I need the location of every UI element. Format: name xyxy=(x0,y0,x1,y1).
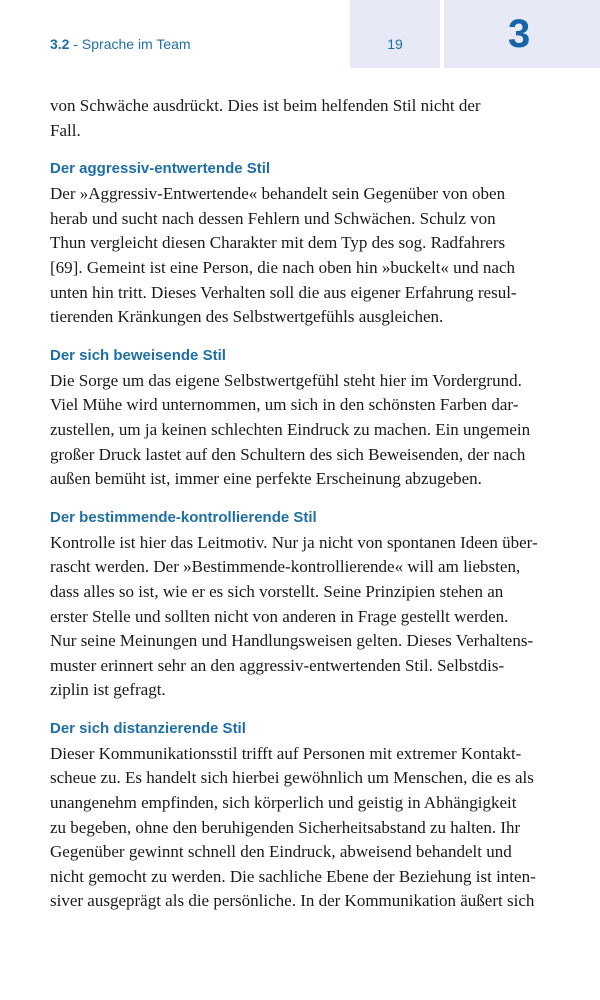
text-line: Dieser Kommunikationsstil trifft auf Personen mit extremer Kontakt- xyxy=(50,743,522,763)
text-line: außen bemüht ist, immer eine perfekte Erscheinung abzugeben. xyxy=(50,469,482,489)
text-line: Die Sorge um das eigene Selbstwertgefühl steht hier im Vordergrund. xyxy=(50,370,522,390)
text-line: rascht werden. Der »Bestimmende-kontrollierende« will am liebsten, xyxy=(50,557,521,577)
section-heading: Der sich beweisende Stil xyxy=(50,346,226,364)
section-heading: Der aggressiv-entwertende Stil xyxy=(50,160,271,178)
section-paragraph xyxy=(50,742,555,914)
text-line: herab und sucht nach dessen Fehlern und Schwächen. Schulz von xyxy=(50,208,496,228)
text-line: Thun vergleicht diesen Charakter mit dem Typ des sog. Radfahrers xyxy=(50,233,506,253)
text-line: muster erinnert sehr an den aggressiv-entwertenden Stil. Selbstdis- xyxy=(50,655,505,675)
text-line: ziplin ist gefragt. xyxy=(50,680,166,700)
text-line: unangenehm empfinden, sich körperlich und geistig in Abhängigkeit xyxy=(50,793,517,813)
text-line: Viel Mühe wird unternommen, um sich in den schönsten Farben dar- xyxy=(50,395,519,415)
text-line: [69]. Gemeint ist eine Person, die nach oben hin »buckelt« und nach xyxy=(50,257,516,277)
page-number-box xyxy=(350,0,440,68)
chapter-tab xyxy=(444,0,600,68)
text-line: zustellen, um ja keinen schlechten Eindruck zu machen. Ein ungemein xyxy=(50,419,531,439)
text-line: Fall. xyxy=(50,120,81,140)
text-line: siver ausgeprägt als die persönliche. In der Kommunikation äußert sich xyxy=(50,891,535,911)
chapter-number: 3 xyxy=(508,12,531,56)
page-header xyxy=(0,0,600,70)
text-line: nicht gemocht zu werden. Die sachliche Ebene der Beziehung ist inten- xyxy=(50,866,536,886)
section-heading: Der bestimmende-kontrollierende Stil xyxy=(50,508,317,526)
text-line: erster Stelle und sollten nicht von anderen in Frage gestellt werden. xyxy=(50,606,509,626)
text-line: scheue zu. Es handelt sich hierbei gewöhnlich um Menschen, die es als xyxy=(50,768,534,788)
text-line: Nur seine Meinungen und Handlungsweisen gelten. Dieses Verhaltens- xyxy=(50,631,534,651)
page-number: 19 xyxy=(387,36,403,52)
text-line: zu begeben, ohne den beruhigenden Sicherheitsabstand zu halten. Ihr xyxy=(50,817,521,837)
section-number: 3.2 xyxy=(50,36,70,52)
section-title: - Sprache im Team xyxy=(69,36,191,52)
text-line: tierenden Kränkungen des Selbstwertgefühls ausgleichen. xyxy=(50,307,444,327)
section-paragraph xyxy=(50,182,555,330)
body-text xyxy=(50,94,555,914)
text-line: dass alles so ist, wie er es sich vorstellt. Seine Prinzipien stehen an xyxy=(50,581,504,601)
section-heading: Der sich distanzierende Stil xyxy=(50,719,246,737)
text-line: Der »Aggressiv-Entwertende« behandelt sein Gegenüber von oben xyxy=(50,184,506,204)
text-line: Kontrolle ist hier das Leitmotiv. Nur ja nicht von spontanen Ideen über- xyxy=(50,532,538,552)
text-line: großer Druck lastet auf den Schultern des sich Beweisenden, der nach xyxy=(50,444,526,464)
text-line: Gegenüber gewinnt schnell den Eindruck, abweisend behandelt und xyxy=(50,842,512,862)
text-line: von Schwäche ausdrückt. Dies ist beim helfenden Stil nicht der xyxy=(50,96,481,115)
running-header xyxy=(50,36,191,52)
section-paragraph xyxy=(50,369,555,492)
section-paragraph xyxy=(50,531,555,703)
text-line: unten hin tritt. Dieses Verhalten soll die aus eigener Erfahrung resul- xyxy=(50,282,517,302)
intro-paragraph xyxy=(50,94,555,143)
